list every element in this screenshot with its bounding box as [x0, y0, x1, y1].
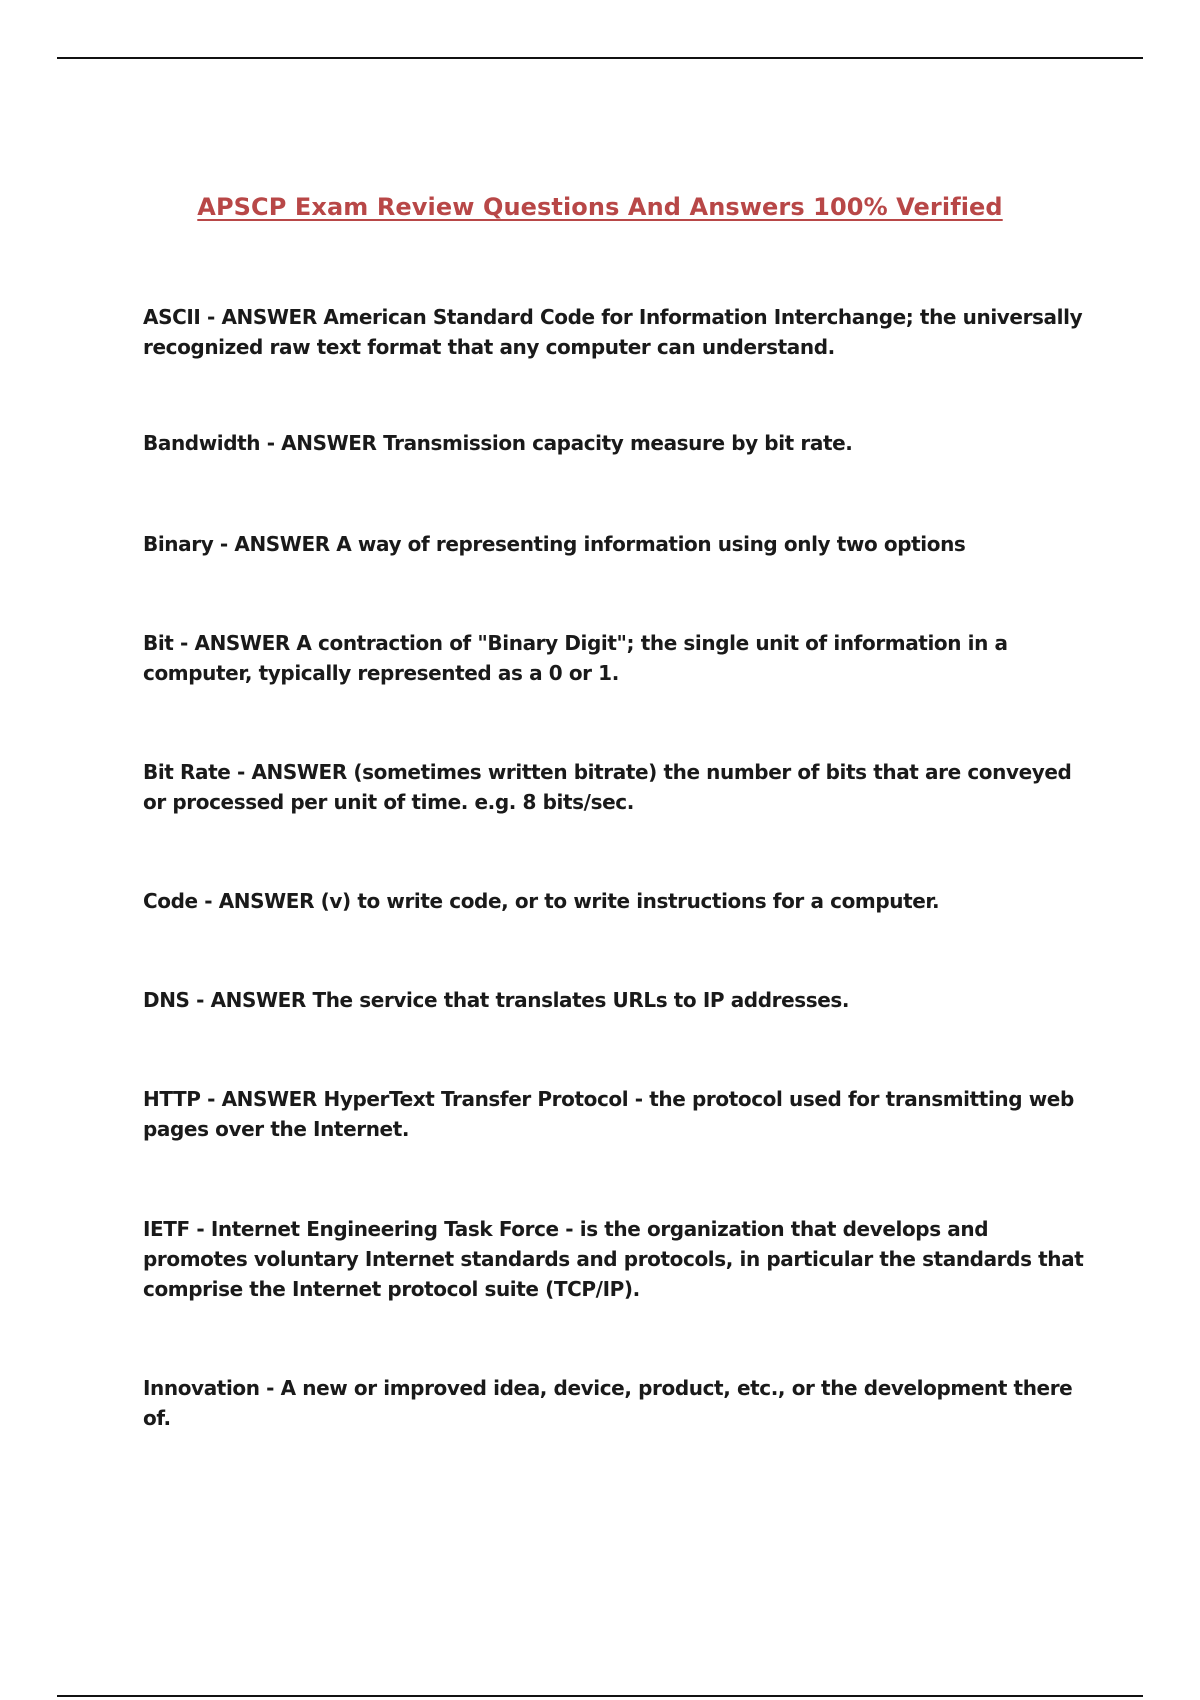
- top-rule: [57, 57, 1143, 59]
- bottom-rule: [57, 1695, 1143, 1697]
- entry-dns: DNS - ANSWER The service that translates URLs to IP addresses.: [143, 988, 850, 1012]
- entry-bandwidth: Bandwidth - ANSWER Transmission capacity measure by bit rate.: [143, 431, 853, 455]
- entry-bit-rate: Bit Rate - ANSWER (sometimes written bitrate) the number of bits that are conveyed or processed per unit of time. e.g. 8 bits/sec.: [143, 760, 1072, 814]
- entry-ietf: IETF - Internet Engineering Task Force - is the organization that develops and promotes voluntary Internet standards and protocols, in particular the standards that comprise the Internet protocol suite (TCP/IP).: [143, 1217, 1084, 1301]
- entry-binary: Binary - ANSWER A way of representing information using only two options: [143, 532, 966, 556]
- entry-innovation: Innovation - A new or improved idea, device, product, etc., or the development there of.: [143, 1376, 1073, 1430]
- entry-code: Code - ANSWER (v) to write code, or to write instructions for a computer.: [143, 889, 940, 913]
- document-title: APSCP Exam Review Questions And Answers 100% Verified: [197, 193, 1003, 221]
- entry-http: HTTP - ANSWER HyperText Transfer Protocol - the protocol used for transmitting web pages over the Internet.: [143, 1087, 1074, 1141]
- entry-bit: Bit - ANSWER A contraction of "Binary Digit"; the single unit of information in a computer, typically represented as a 0 or 1.: [143, 631, 1008, 685]
- entry-ascii: ASCII - ANSWER American Standard Code for Information Interchange; the universally recognized raw text format that any computer can understand.: [143, 305, 1083, 359]
